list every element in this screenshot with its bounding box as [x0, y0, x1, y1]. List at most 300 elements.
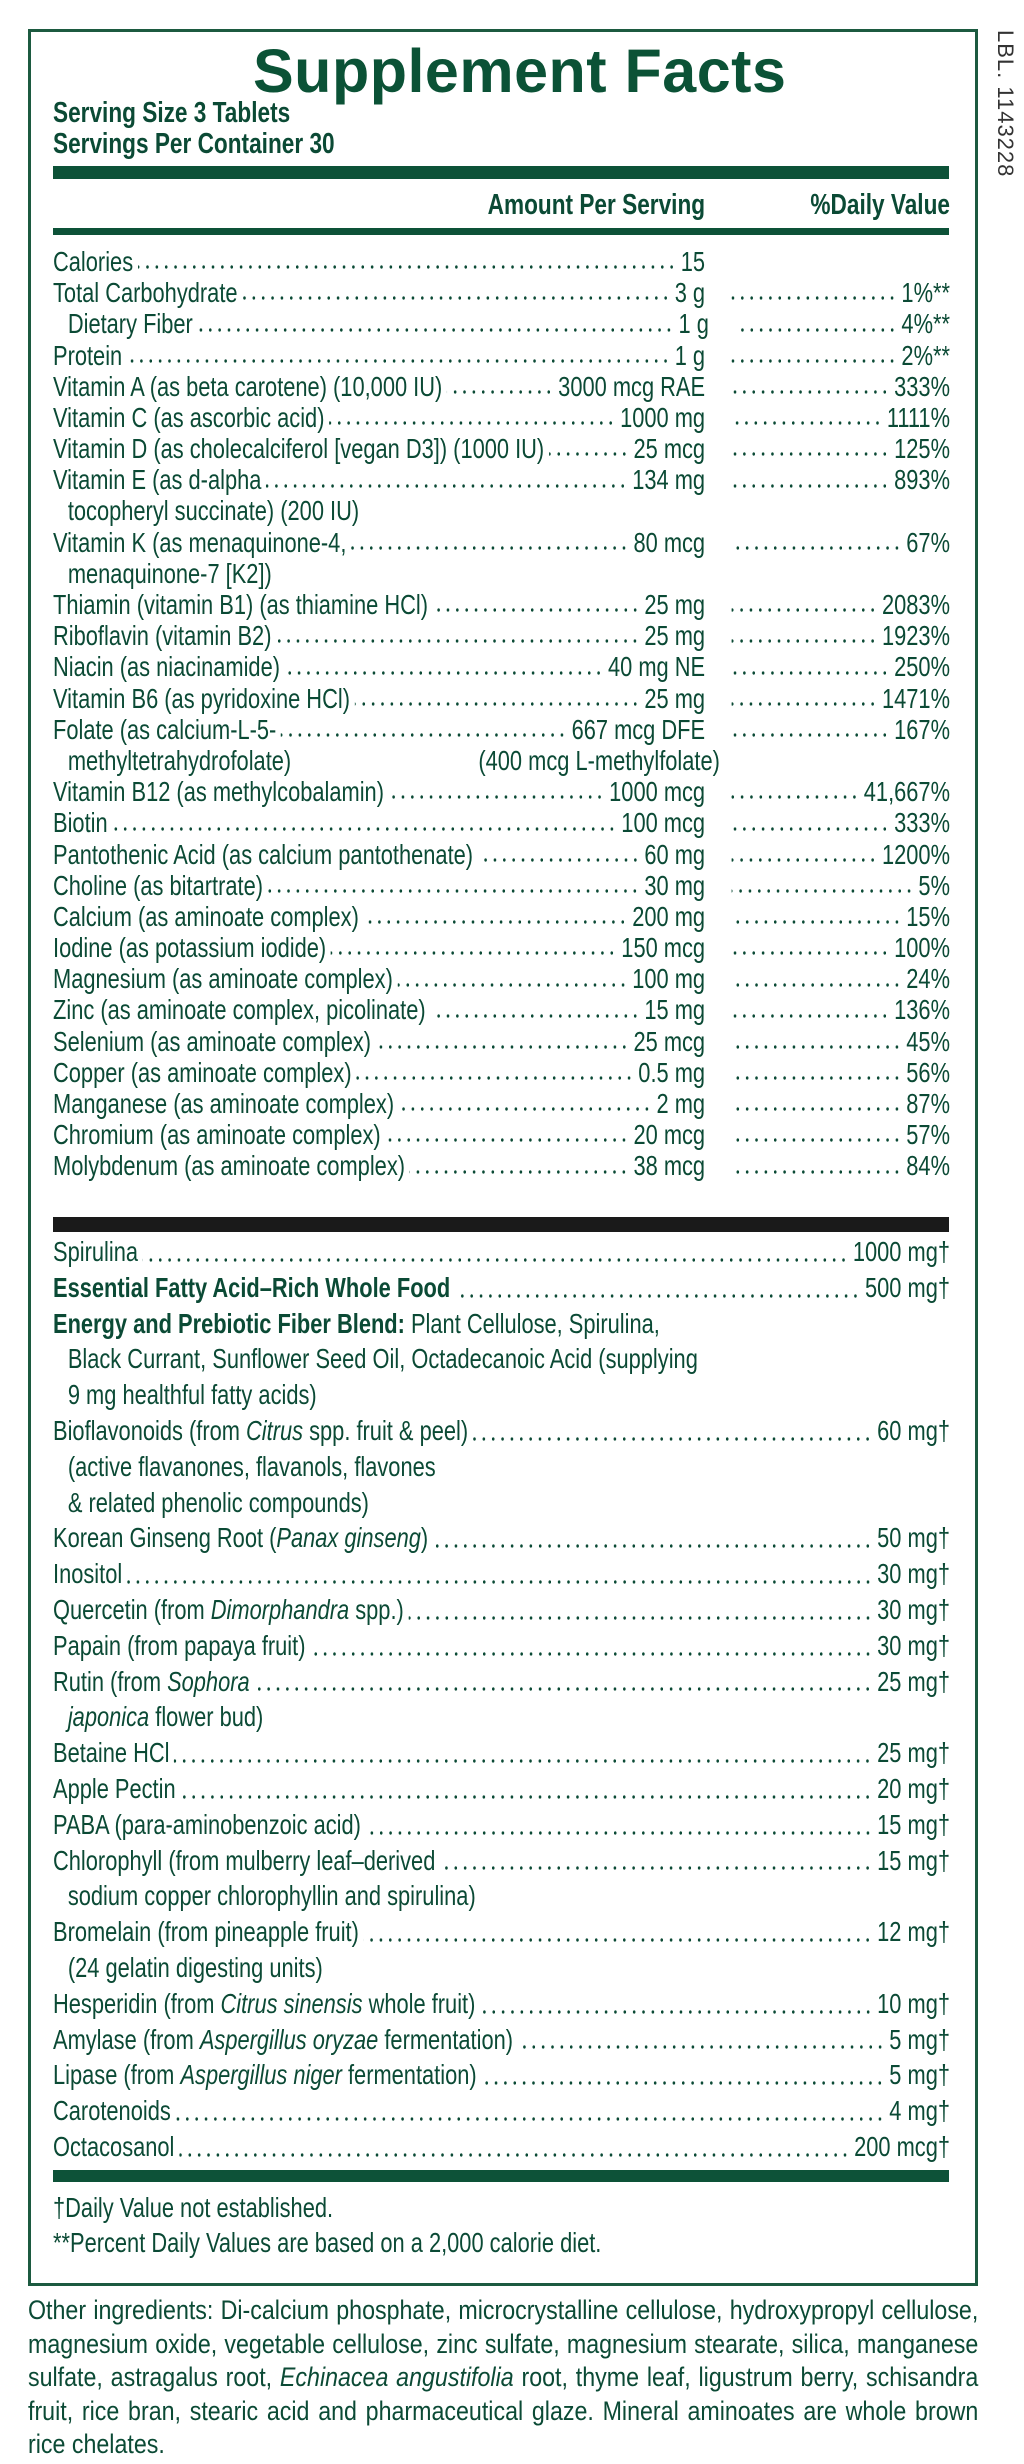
- name-segment: japonica: [67, 1701, 150, 1733]
- dot-leader: [364, 1937, 873, 1943]
- nutrient-name-cell: [53, 340, 705, 371]
- name-segment: spp.): [349, 1593, 404, 1625]
- dot-leader: [242, 295, 670, 301]
- dot-leader: [732, 919, 902, 925]
- nutrient-name-cell: [53, 1150, 705, 1181]
- name-segment: fermentation): [341, 2059, 477, 2091]
- other-nutrient-cell: [53, 1699, 950, 1735]
- nutrient-amount: 40 mg NE: [607, 651, 706, 683]
- dot-leader: [356, 1075, 633, 1081]
- name-segment: Energy and Prebiotic Fiber Blend:: [53, 1307, 405, 1339]
- other-nutrient-name: [53, 1234, 138, 1270]
- name-segment: Plant Cellulose, Spirulina,: [404, 1307, 660, 1339]
- name-segment: Bromelain (from pineapple fruit): [53, 1916, 359, 1948]
- dot-leader: [355, 701, 640, 707]
- dot-leader: [266, 483, 627, 489]
- nutrient-name-cell: [53, 994, 705, 1025]
- name-segment: Panax ginseng: [276, 1522, 421, 1554]
- name-segment: Aspergillus oryzae: [199, 2023, 379, 2055]
- nutrient-row: [53, 932, 950, 963]
- dot-leader: [480, 2009, 872, 2015]
- daily-value-cell: [727, 1057, 950, 1088]
- nutrient-amount: 150 mcg: [621, 932, 706, 964]
- nutrient-name: Niacin (as niacinamide): [53, 651, 280, 683]
- other-nutrient-amount: 60 mg†: [877, 1414, 950, 1446]
- other-nutrient-name: [53, 1735, 170, 1771]
- dot-leader: [112, 826, 616, 832]
- nutrient-amount: 38 mcg: [633, 1150, 706, 1182]
- nutrient-name-cell: [53, 495, 720, 526]
- daily-value-cell: [727, 901, 950, 932]
- other-nutrient-row: [53, 1878, 950, 1914]
- daily-value-cell: [727, 589, 950, 620]
- name-segment: Aspergillus niger: [180, 2059, 342, 2091]
- daily-value-cell: [727, 1150, 950, 1181]
- dot-leader: [179, 2152, 849, 2158]
- nutrient-name-cell: [53, 402, 705, 433]
- dot-leader: [433, 607, 640, 613]
- daily-value-cell: [727, 714, 950, 745]
- other-nutrient-name: [68, 1485, 369, 1521]
- nutrient-name-cell: [53, 1057, 705, 1088]
- other-nutrient-name: [53, 1556, 122, 1592]
- nutrient-name-cell: [53, 870, 705, 901]
- nutrient-name: Calcium (as aminoate complex): [53, 900, 359, 932]
- dot-leader: [430, 1013, 639, 1019]
- other-nutrient-row: [53, 1306, 950, 1342]
- other-nutrient-name: [53, 1771, 176, 1807]
- other-nutrient-row: [53, 1556, 950, 1592]
- daily-value-cell: [727, 340, 950, 371]
- footnotes: [53, 2190, 950, 2260]
- name-segment: Sophora: [167, 1665, 250, 1697]
- other-nutrient-cell: [53, 1520, 950, 1556]
- other-nutrient-amount: 30 mg†: [877, 1558, 950, 1590]
- other-nutrient-cell: [53, 1592, 950, 1628]
- nutrient-row: [53, 402, 950, 433]
- dot-leader: [732, 358, 897, 364]
- other-nutrient-amount: 1000 mg†: [852, 1236, 950, 1267]
- other-nutrient-amount: 12 mg†: [877, 1916, 950, 1948]
- dot-leader: [732, 1137, 902, 1143]
- other-nutrient-row: [53, 1413, 950, 1449]
- other-nutrient-row: [53, 1520, 950, 1556]
- serving-size: Serving Size 3 Tablets: [53, 97, 291, 129]
- nutrient-name: Copper (as aminoate complex): [53, 1056, 352, 1088]
- dot-leader: [732, 982, 902, 988]
- nutrient-row-continued: [53, 496, 950, 527]
- nutrient-row: [53, 807, 950, 838]
- other-nutrient-amount: 500 mg†: [865, 1271, 950, 1303]
- daily-value-cell: [727, 839, 950, 870]
- other-nutrient-cell: [53, 1771, 950, 1807]
- nutrient-amount: 20 mcg: [633, 1119, 706, 1151]
- dot-leader: [410, 1169, 629, 1175]
- nutrient-amount: 100 mcg: [621, 807, 706, 839]
- nutrient-amount: 134 mg: [632, 464, 706, 496]
- dot-leader: [732, 950, 890, 956]
- dot-leader: [385, 1137, 628, 1143]
- nutrient-name-cell: [53, 558, 720, 589]
- other-nutrient-row: [53, 1628, 950, 1664]
- nutrient-name-cell: [53, 901, 705, 932]
- nutrient-name-cell: [53, 1119, 705, 1150]
- other-nutrient-row: [53, 1735, 950, 1771]
- other-nutrient-row: [53, 1234, 950, 1270]
- other-nutrient-name: [68, 1341, 698, 1377]
- daily-value-cell: [727, 1119, 950, 1150]
- dot-leader: [399, 1106, 652, 1112]
- nutrient-name: Manganese (as aminoate complex): [53, 1088, 395, 1120]
- other-nutrient-name: [53, 2093, 171, 2129]
- daily-value: 2083%: [881, 589, 950, 621]
- dot-leader: [143, 1257, 849, 1263]
- other-nutrient-name: [53, 1914, 359, 1950]
- other-nutrient-cell: [53, 1986, 950, 2022]
- other-nutrient-row: [53, 1914, 950, 1950]
- nutrient-row: [53, 714, 950, 745]
- name-segment: fermentation): [378, 2023, 514, 2055]
- daily-value-cell: [727, 807, 950, 838]
- ingredients-segment: root, thyme leaf, ligustrum berry, schisandra fruit, rice bran, stearic acid and pharmaceutical glaze. Mineral aminoates are whole brown rice chelates.: [28, 2362, 979, 2460]
- name-segment: Carotenoids: [53, 2095, 171, 2127]
- nutrient-row: [53, 340, 950, 371]
- nutrient-name: Protein: [53, 339, 123, 371]
- nutrient-amount: 80 mcg: [633, 526, 706, 558]
- nutrient-name-cell: [53, 464, 705, 495]
- dot-leader: [408, 1615, 872, 1621]
- nutrient-name: Iodine (as potassium iodide): [53, 932, 327, 964]
- dot-leader: [138, 264, 676, 270]
- nutrient-amount: 1 g: [674, 339, 706, 371]
- daily-value: 893%: [894, 464, 950, 496]
- nutrient-name: Thiamin (vitamin B1) (as thiamine HCl): [53, 589, 429, 621]
- dot-leader: [732, 607, 878, 613]
- daily-value-cell: [727, 464, 950, 495]
- other-nutrient-row: [53, 1771, 950, 1807]
- other-nutrient-row: [53, 1807, 950, 1843]
- nutrient-name: Choline (as bitartrate): [53, 869, 264, 901]
- dot-leader: [732, 451, 890, 457]
- dot-leader: [735, 327, 896, 333]
- divider-bottom: [53, 2170, 949, 2182]
- nutrient-name: Magnesium (as aminoate complex): [53, 963, 393, 995]
- nutrient-row: [53, 839, 950, 870]
- nutrient-row: [53, 870, 950, 901]
- dot-leader: [447, 389, 554, 395]
- other-nutrient-amount: 4 mg†: [889, 2095, 950, 2127]
- nutrient-row: [53, 589, 950, 620]
- name-segment: Citrus sinensis: [220, 1987, 363, 2019]
- other-nutrient-name: [53, 2129, 174, 2165]
- nutrient-name-cell: [53, 807, 705, 838]
- other-nutrient-amount: 20 mg†: [877, 1772, 950, 1804]
- daily-value-cell: [727, 651, 950, 682]
- other-nutrient-cell: [53, 1413, 950, 1449]
- daily-value: 87%: [906, 1088, 950, 1120]
- other-nutrient-row: [53, 2057, 950, 2093]
- other-nutrient-cell: [53, 1950, 950, 1986]
- name-segment: sodium copper chlorophyllin and spirulina): [67, 1880, 476, 1912]
- serving-info: [53, 98, 950, 160]
- daily-value-cell: [727, 620, 950, 651]
- dot-leader: [310, 1651, 872, 1657]
- dot-leader: [174, 1758, 872, 1764]
- name-segment: Bioflavonoids (from: [53, 1414, 247, 1446]
- nutrient-list: [53, 246, 950, 1182]
- divider-black: [53, 1217, 949, 1232]
- ingredients-segment: Echinacea angustifolia: [279, 2362, 514, 2393]
- dot-leader: [366, 1830, 873, 1836]
- name-segment: Inositol: [53, 1558, 123, 1590]
- nutrient-amount: 25 mg: [644, 589, 706, 621]
- nutrient-name: Folate (as calcium-L-5-: [53, 713, 277, 745]
- other-nutrient-cell: [53, 1628, 950, 1664]
- name-segment: Apple Pectin: [53, 1772, 176, 1804]
- name-segment: Rutin (from: [53, 1665, 168, 1697]
- nutrient-amount: 2 mg: [656, 1088, 706, 1120]
- name-segment: & related phenolic compounds): [67, 1486, 369, 1518]
- nutrient-row: [53, 963, 950, 994]
- daily-value: 1200%: [881, 838, 950, 870]
- dot-leader: [732, 1013, 890, 1019]
- dot-leader: [175, 2116, 884, 2122]
- nutrient-row: [53, 1119, 950, 1150]
- nutrient-name: Biotin: [53, 807, 108, 839]
- dot-leader: [329, 420, 615, 426]
- nutrient-name-cell: [53, 527, 705, 558]
- other-nutrient-name: [53, 1986, 475, 2022]
- dot-leader: [389, 794, 605, 800]
- dot-leader: [732, 857, 878, 863]
- name-segment: flower bud): [149, 1701, 264, 1733]
- daily-value: 1%**: [901, 277, 950, 309]
- daily-value: 57%: [906, 1119, 950, 1151]
- name-segment: Citrus: [246, 1414, 304, 1446]
- other-ingredients: [28, 2294, 978, 2462]
- other-nutrient-row: [53, 2022, 950, 2058]
- dot-leader: [127, 1579, 873, 1585]
- name-segment: (active flavanones, flavanols, flavones: [67, 1450, 436, 1482]
- nutrient-amount: 1000 mcg: [609, 776, 706, 808]
- nutrient-name-cell: [53, 963, 705, 994]
- name-segment: Quercetin (from: [53, 1593, 211, 1625]
- nutrient-row: [53, 620, 950, 651]
- nutrient-name-cell: [53, 620, 705, 651]
- nutrient-amount: 0.5 mg: [638, 1056, 706, 1088]
- other-nutrient-row: [53, 1986, 950, 2022]
- dot-leader: [732, 888, 914, 894]
- daily-value: 15%: [906, 900, 950, 932]
- dot-leader: [732, 1106, 902, 1112]
- other-nutrient-cell: [53, 1377, 950, 1413]
- daily-value: 125%: [894, 433, 950, 465]
- nutrient-row: [53, 651, 950, 682]
- nutrient-row: [53, 308, 950, 339]
- nutrient-row: [53, 683, 950, 714]
- nutrient-name: Chromium (as aminoate complex): [53, 1119, 381, 1151]
- nutrient-amount: 200 mg: [632, 900, 706, 932]
- nutrient-name: Pantothenic Acid (as calcium pantothenate): [53, 838, 474, 870]
- other-nutrient-name: [53, 1306, 660, 1342]
- name-segment: Lipase (from: [53, 2059, 181, 2091]
- dot-leader: [732, 1169, 902, 1175]
- name-segment: ): [420, 1522, 429, 1554]
- dot-leader: [455, 1293, 860, 1299]
- daily-value: 5%: [918, 869, 950, 901]
- nutrient-row: [53, 1057, 950, 1088]
- name-segment: Amylase (from: [53, 2023, 200, 2055]
- dot-leader: [268, 888, 640, 894]
- dot-leader: [732, 420, 883, 426]
- nutrient-name-cell: [53, 433, 705, 464]
- dot-leader: [732, 545, 902, 551]
- daily-value: 333%: [894, 370, 950, 402]
- nutrient-amount: 25 mg: [644, 682, 706, 714]
- name-segment: Papain (from papaya fruit): [53, 1629, 306, 1661]
- other-nutrient-row: [53, 1664, 950, 1700]
- nutrient-row: [53, 1088, 950, 1119]
- dot-leader: [518, 2044, 885, 2050]
- other-nutrient-amount: 5 mg†: [889, 2023, 950, 2055]
- nutrient-name-cell: [53, 683, 705, 714]
- dot-leader: [127, 358, 670, 364]
- nutrient-name: Calories: [53, 245, 134, 277]
- other-nutrient-name: [68, 1878, 476, 1914]
- other-nutrient-name: [53, 1520, 428, 1556]
- daily-value: 1923%: [881, 620, 950, 652]
- other-nutrient-cell: [53, 1807, 950, 1843]
- nutrient-name-cell: [53, 371, 705, 402]
- daily-value-cell: [727, 433, 950, 464]
- nutrient-amount: 15 mg: [644, 994, 706, 1026]
- nutrient-name: Riboflavin (vitamin B2): [53, 620, 272, 652]
- nutrient-row: [53, 1026, 950, 1057]
- dot-leader: [281, 732, 567, 738]
- nutrient-name-cell: [53, 745, 720, 776]
- daily-value: 4%**: [901, 308, 950, 340]
- other-nutrient-name: [53, 1628, 306, 1664]
- daily-value: 2%**: [901, 339, 950, 371]
- dot-leader: [254, 1686, 872, 1692]
- other-nutrient-amount: 5 mg†: [889, 2059, 950, 2091]
- name-segment: Spirulina: [53, 1236, 138, 1267]
- daily-value: 167%: [894, 713, 950, 745]
- name-segment: whole fruit): [362, 1987, 476, 2019]
- nutrient-name-cell: [53, 308, 709, 339]
- nutrient-name-cell: [53, 651, 705, 682]
- name-segment: Essential Fatty Acid–Rich Whole Food: [53, 1271, 451, 1303]
- daily-value: 56%: [906, 1056, 950, 1088]
- daily-value: 24%: [906, 963, 950, 995]
- nutrient-name: Selenium (as aminoate complex): [53, 1025, 372, 1057]
- nutrient-row: [53, 1150, 950, 1181]
- nutrient-row: [53, 371, 950, 402]
- other-nutrient-cell: [53, 1341, 950, 1377]
- nutrient-amount-note: (400 mcg L-methylfolate): [478, 744, 720, 776]
- other-nutrient-cell: [53, 1735, 950, 1771]
- dot-leader: [198, 327, 674, 333]
- daily-value-cell: [727, 994, 950, 1025]
- daily-value-cell: [727, 1026, 950, 1057]
- nutrient-name: Zinc (as aminoate complex, picolinate): [53, 994, 426, 1026]
- dot-leader: [732, 483, 890, 489]
- nutrient-row: [53, 995, 950, 1026]
- dot-leader: [180, 1794, 872, 1800]
- nutrient-name-cell: [53, 277, 705, 308]
- nutrient-name: Vitamin K (as menaquinone-4,: [53, 526, 347, 558]
- dot-leader: [473, 1436, 873, 1442]
- nutrient-amount: 100 mg: [632, 963, 706, 995]
- nutrient-name-cell: [53, 246, 705, 277]
- servings-per-container: Servings Per Container 30: [53, 128, 335, 160]
- dot-leader: [732, 1044, 902, 1050]
- nutrient-amount: 15: [680, 245, 706, 277]
- nutrient-amount: 60 mg: [644, 838, 706, 870]
- name-segment: Hesperidin (from: [53, 1987, 221, 2019]
- nutrient-name-cell: [53, 589, 705, 620]
- daily-value-cell: [727, 277, 950, 308]
- other-nutrient-row: [53, 1843, 950, 1879]
- name-segment: 9 mg healthful fatty acids): [67, 1379, 317, 1411]
- nutrient-name: Dietary Fiber: [67, 308, 193, 340]
- other-nutrient-amount: 10 mg†: [877, 1987, 950, 2019]
- dot-leader: [732, 732, 890, 738]
- nutrient-amount: 667 mcg DFE: [571, 713, 706, 745]
- other-nutrient-name: [53, 2057, 477, 2093]
- dot-leader: [398, 982, 628, 988]
- nutrient-row: [53, 464, 950, 495]
- other-nutrient-cell: [53, 1878, 950, 1914]
- other-nutrient-cell: [53, 1449, 950, 1485]
- name-segment: Korean Ginseng Root (: [53, 1522, 277, 1554]
- other-nutrient-amount: 15 mg†: [877, 1844, 950, 1876]
- nutrient-row-continued: [53, 745, 950, 776]
- dot-leader: [481, 2080, 884, 2086]
- nutrient-row: [53, 433, 950, 464]
- dot-leader: [732, 295, 897, 301]
- other-nutrient-name: [53, 1592, 404, 1628]
- panel-title: Supplement Facts: [253, 37, 787, 105]
- daily-value: 136%: [894, 994, 950, 1026]
- other-nutrient-cell: [53, 1914, 950, 1950]
- nutrient-name: Vitamin C (as ascorbic acid): [53, 401, 325, 433]
- dot-leader: [364, 919, 628, 925]
- other-nutrient-amount: 15 mg†: [877, 1808, 950, 1840]
- other-nutrient-name: [53, 1807, 361, 1843]
- other-nutrient-row: [53, 1377, 950, 1413]
- dot-leader: [732, 389, 890, 395]
- dot-leader: [478, 857, 640, 863]
- daily-value-cell: [727, 932, 950, 963]
- other-nutrient-cell: [53, 2022, 950, 2058]
- dot-leader: [732, 826, 890, 832]
- dot-leader: [276, 638, 640, 644]
- nutrient-name-continued: methyltetrahydrofolate): [67, 744, 292, 776]
- other-nutrient-amount: 30 mg†: [877, 1593, 950, 1625]
- dot-leader: [331, 950, 617, 956]
- footnote-dagger: †Daily Value not established.: [53, 2192, 334, 2223]
- other-nutrient-cell: [53, 1485, 950, 1521]
- nutrient-name-cell: [53, 714, 705, 745]
- divider-thick: [53, 166, 949, 179]
- name-segment: Black Currant, Sunflower Seed Oil, Octadecanoic Acid (supplying: [67, 1343, 698, 1375]
- other-nutrient-cell: [53, 1664, 950, 1700]
- daily-value-cell: [727, 402, 950, 433]
- other-nutrient-name: [68, 1449, 436, 1485]
- other-nutrient-row: [53, 1592, 950, 1628]
- nutrient-amount: 25 mcg: [633, 1025, 706, 1057]
